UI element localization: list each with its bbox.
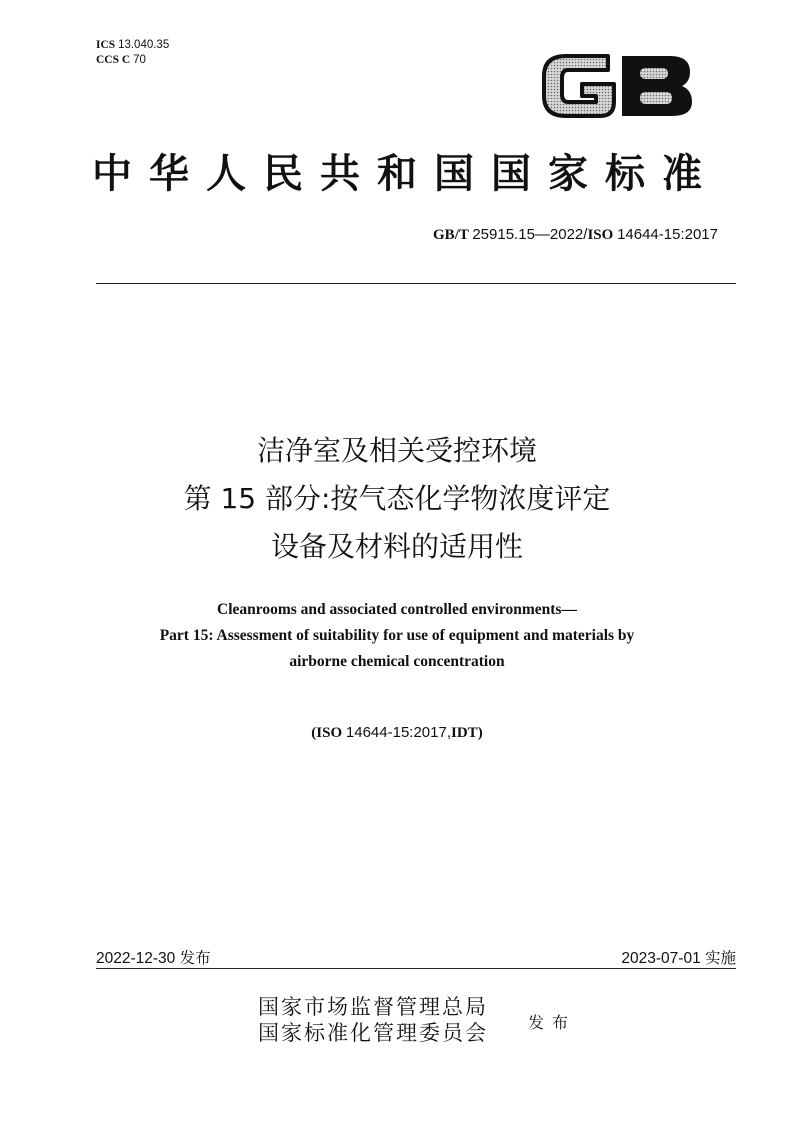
ccs-code: 70 [133, 54, 146, 66]
chinese-title-line-3: 设备及材料的适用性 [270, 530, 523, 563]
standard-number [433, 226, 718, 244]
equivalence-open: ( [311, 725, 317, 741]
equivalence-separator: , [446, 724, 452, 741]
standard-number-value: 25915.15—2022/ [472, 226, 588, 243]
national-standard-title: 中华人民共和国国家标准 [92, 150, 719, 197]
issuing-authorities [258, 994, 488, 1046]
english-title-line-2: Part 15: Assessment of suitability for use of equipment and materials by [159, 627, 635, 644]
publish-label: 发布 [528, 1013, 577, 1032]
issue-date: 2022-12-30 发布 [96, 950, 211, 967]
ccs-label: CCS [96, 54, 120, 66]
issuer-2: 国家标准化管理委员会 [258, 1021, 488, 1045]
standard-prefix: GB/T [433, 227, 469, 243]
classification-codes [96, 38, 169, 68]
iso-number: 14644-15:2017 [617, 226, 718, 243]
chinese-title-line-2: 第 15 部分:按气态化学物浓度评定 [183, 482, 611, 515]
logo-letter-g [544, 56, 614, 116]
ics-line [96, 38, 169, 53]
footer-rule [96, 968, 736, 969]
english-title-line-1: Cleanrooms and associated controlled environments— [217, 601, 577, 618]
ccs-line [96, 53, 169, 68]
ics-code: 13.040.35 [118, 39, 170, 51]
chinese-title-line-1: 洁净室及相关受控环境 [256, 434, 537, 467]
equivalence-iso-number: 14644-15:2017 [345, 724, 447, 741]
issuer-1: 国家市场监督管理总局 [258, 995, 488, 1019]
equivalence-iso-prefix: ISO [316, 725, 343, 741]
ics-label: ICS [96, 39, 116, 51]
logo-letter-b [622, 56, 692, 116]
ccs-letter: C [121, 54, 131, 66]
iso-equivalence [60, 724, 734, 742]
english-title-line-3: airborne chemical concentration [289, 653, 505, 670]
equivalence-close: ) [477, 725, 483, 741]
implementation-date: 2023-07-01 实施 [621, 950, 736, 967]
equivalence-degree: IDT [451, 725, 478, 741]
header-rule [96, 283, 736, 284]
iso-prefix: ISO [587, 227, 614, 243]
gb-logo [538, 46, 696, 126]
